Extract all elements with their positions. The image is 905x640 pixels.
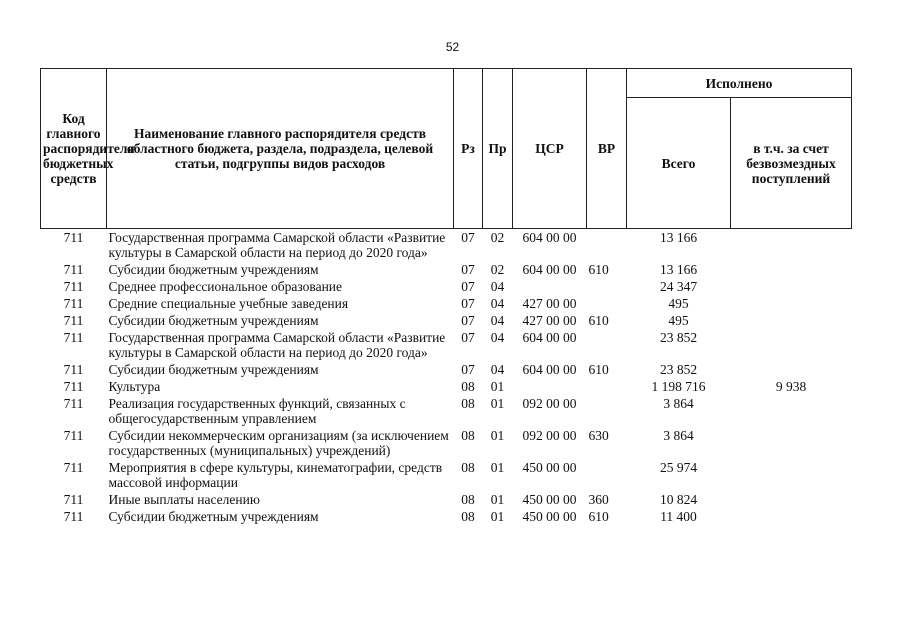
cell-csr: 092 00 00 — [522, 428, 577, 443]
cell-rz: 08 — [461, 428, 475, 443]
header-pr: Пр — [483, 69, 513, 229]
cell-grants — [731, 395, 852, 427]
cell-total: 24 347 — [659, 279, 698, 294]
cell-grants — [731, 329, 852, 361]
cell-vr: 610 — [588, 262, 609, 277]
cell-vr — [587, 378, 627, 395]
cell-pr: 04 — [490, 313, 505, 328]
cell-vr: 610 — [588, 313, 609, 328]
cell-total: 1 198 716 — [651, 379, 706, 394]
budget-table — [40, 68, 852, 525]
cell-name: Субсидии бюджетным учреждениям — [108, 262, 319, 277]
table-row — [41, 261, 852, 278]
cell-pr: 01 — [490, 492, 505, 507]
cell-total: 495 — [668, 313, 689, 328]
cell-rz: 07 — [461, 330, 475, 345]
cell-code: 711 — [63, 509, 84, 524]
cell-pr: 01 — [490, 379, 505, 394]
cell-code: 711 — [63, 492, 84, 507]
cell-rz: 07 — [461, 313, 475, 328]
cell-rz: 07 — [461, 362, 475, 377]
cell-name: Средние специальные учебные заведения — [108, 296, 349, 311]
cell-csr: 604 00 00 — [522, 262, 577, 277]
cell-code: 711 — [63, 396, 84, 411]
header-executed: Исполнено — [627, 69, 852, 98]
cell-rz: 07 — [461, 279, 475, 294]
table-row — [41, 378, 852, 395]
header-code: Код главного распорядителя бюджетных средств — [41, 69, 107, 229]
table-row — [41, 427, 852, 459]
cell-name: Реализация государственных функций, связанных с общегосударственным управлением — [108, 396, 406, 426]
cell-pr: 01 — [490, 460, 505, 475]
cell-total: 11 400 — [660, 509, 697, 524]
cell-total: 23 852 — [659, 362, 698, 377]
header-grants: в т.ч. за счет безвозмездных поступлений — [731, 98, 852, 229]
cell-pr: 01 — [490, 396, 505, 411]
cell-code: 711 — [63, 379, 84, 394]
cell-pr: 02 — [490, 230, 505, 245]
cell-pr: 04 — [490, 330, 505, 345]
cell-grants — [731, 427, 852, 459]
table-row — [41, 278, 852, 295]
cell-total: 13 166 — [659, 262, 698, 277]
cell-pr: 02 — [490, 262, 505, 277]
cell-csr: 604 00 00 — [522, 330, 577, 345]
cell-vr: 610 — [588, 509, 609, 524]
cell-total: 25 974 — [659, 460, 698, 475]
table-row — [41, 508, 852, 525]
cell-name: Государственная программа Самарской области «Развитие культуры в Самарской области на период до 2020 года» — [108, 230, 446, 260]
table-row — [41, 229, 852, 262]
cell-rz: 08 — [461, 396, 475, 411]
cell-total: 23 852 — [659, 330, 698, 345]
cell-code: 711 — [63, 296, 84, 311]
cell-rz: 08 — [461, 509, 475, 524]
cell-vr: 630 — [588, 428, 609, 443]
cell-csr: 604 00 00 — [522, 362, 577, 377]
cell-grants — [731, 229, 852, 262]
cell-grants: 9 938 — [775, 379, 807, 394]
cell-grants — [731, 361, 852, 378]
cell-rz: 08 — [461, 460, 475, 475]
cell-name: Среднее профессиональное образование — [108, 279, 343, 294]
cell-pr: 01 — [490, 509, 505, 524]
cell-name: Иные выплаты населению — [108, 492, 260, 507]
cell-code: 711 — [63, 313, 84, 328]
cell-total: 3 864 — [663, 428, 694, 443]
cell-rz: 07 — [461, 296, 475, 311]
cell-total: 13 166 — [659, 230, 698, 245]
cell-csr: 092 00 00 — [522, 396, 577, 411]
cell-grants — [731, 459, 852, 491]
cell-grants — [731, 295, 852, 312]
cell-rz: 07 — [461, 230, 475, 245]
cell-code: 711 — [63, 230, 84, 245]
cell-vr: 610 — [588, 362, 609, 377]
cell-name: Государственная программа Самарской области «Развитие культуры в Самарской области на период до 2020 года» — [108, 330, 446, 360]
header-name: Наименование главного распорядителя средств областного бюджета, раздела, подраздела, целевой статьи, подгруппы видов расходов — [107, 69, 454, 229]
cell-total: 10 824 — [659, 492, 698, 507]
cell-vr: 360 — [588, 492, 609, 507]
cell-csr — [513, 378, 587, 395]
cell-name: Субсидии некоммерческим организациям (за исключением государственных (муниципальных) учреждений) — [108, 428, 449, 458]
table-header — [41, 69, 852, 229]
cell-name: Субсидии бюджетным учреждениям — [108, 362, 319, 377]
cell-pr: 04 — [490, 362, 505, 377]
cell-rz: 07 — [461, 262, 475, 277]
table-body — [41, 229, 852, 526]
cell-csr: 427 00 00 — [522, 313, 577, 328]
cell-name: Мероприятия в сфере культуры, кинематографии, средств массовой информации — [108, 460, 443, 490]
cell-grants — [731, 261, 852, 278]
cell-grants — [731, 312, 852, 329]
cell-pr: 04 — [490, 296, 505, 311]
cell-code: 711 — [63, 460, 84, 475]
cell-grants — [731, 278, 852, 295]
cell-code: 711 — [63, 362, 84, 377]
cell-csr: 604 00 00 — [522, 230, 577, 245]
cell-vr — [587, 278, 627, 295]
cell-name: Субсидии бюджетным учреждениям — [108, 509, 319, 524]
cell-pr: 01 — [490, 428, 505, 443]
cell-vr — [587, 295, 627, 312]
cell-csr: 450 00 00 — [522, 492, 577, 507]
cell-vr — [587, 329, 627, 361]
cell-total: 495 — [668, 296, 689, 311]
cell-rz: 08 — [461, 379, 475, 394]
cell-csr: 450 00 00 — [522, 509, 577, 524]
cell-csr — [513, 278, 587, 295]
table-row — [41, 329, 852, 361]
page-number: 52 — [445, 40, 460, 54]
table-row — [41, 395, 852, 427]
cell-pr: 04 — [490, 279, 505, 294]
header-csr: ЦСР — [513, 69, 587, 229]
cell-code: 711 — [63, 279, 84, 294]
cell-code: 711 — [63, 428, 84, 443]
cell-grants — [731, 508, 852, 525]
cell-name: Субсидии бюджетным учреждениям — [108, 313, 319, 328]
cell-vr — [587, 395, 627, 427]
table-row — [41, 295, 852, 312]
cell-rz: 08 — [461, 492, 475, 507]
header-rz: Рз — [454, 69, 483, 229]
header-vr: ВР — [587, 69, 627, 229]
cell-csr: 427 00 00 — [522, 296, 577, 311]
cell-vr — [587, 459, 627, 491]
cell-grants — [731, 491, 852, 508]
cell-code: 711 — [63, 262, 84, 277]
table-row — [41, 312, 852, 329]
cell-vr — [587, 229, 627, 262]
cell-total: 3 864 — [663, 396, 694, 411]
table-row — [41, 361, 852, 378]
cell-csr: 450 00 00 — [522, 460, 577, 475]
header-total: Всего — [627, 98, 731, 229]
table-row — [41, 459, 852, 491]
table-row — [41, 491, 852, 508]
cell-name: Культура — [108, 379, 161, 394]
cell-code: 711 — [63, 330, 84, 345]
